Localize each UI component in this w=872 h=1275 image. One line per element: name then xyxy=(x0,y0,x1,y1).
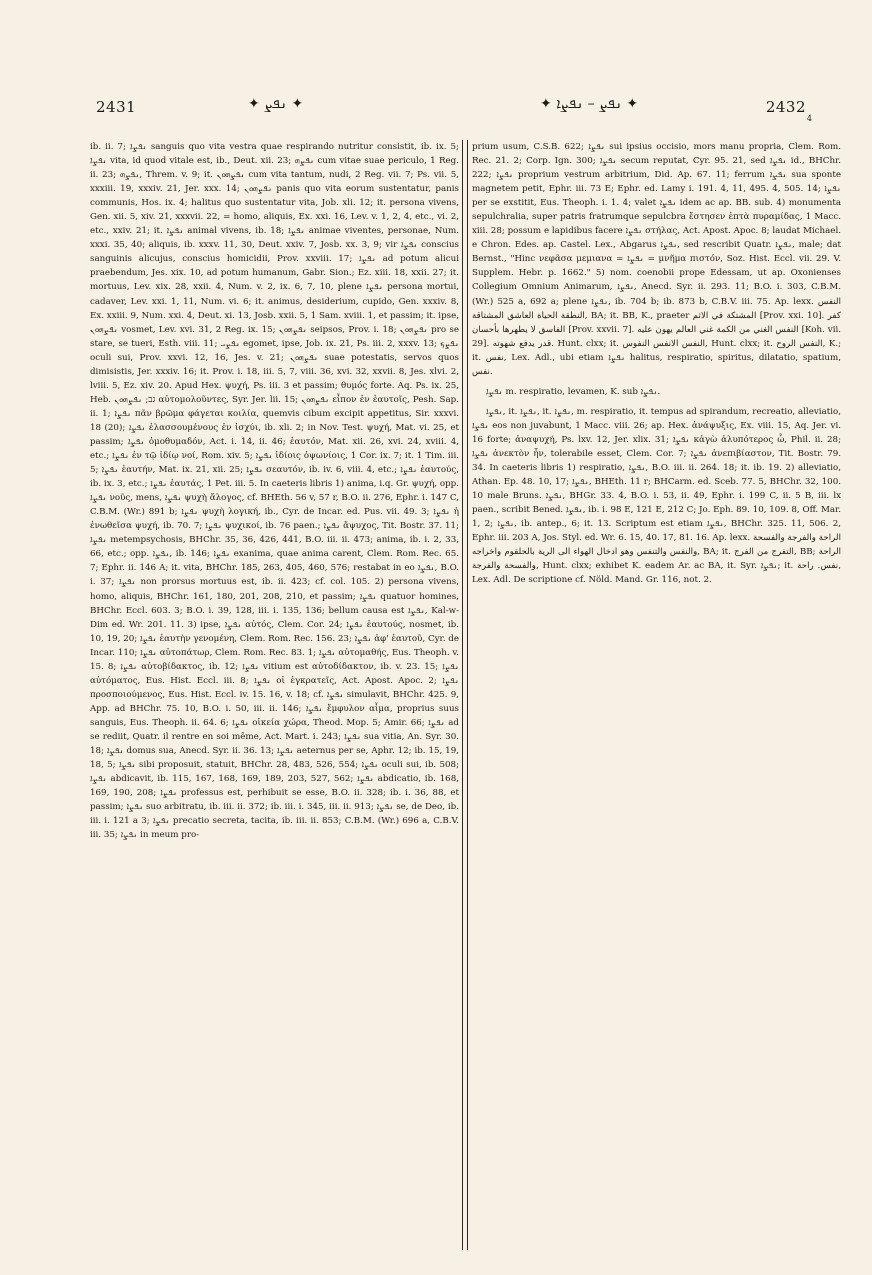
column-divider xyxy=(462,140,468,1250)
right-entry-continuation: prium usum, C.S.B. 622; ܢܦܨܐ sui ipsius occisio, mors manu propria, Clem. Rom. Rec. 21. 2; Corp. Ign. 300; ܢܦܨܐ secum reputat, Cyr. 95. 21, sed ܢܦܨܐ id., BHChr. 222; ܢܦܨܐ proprium vestrum arbitrium, Did. Ap. 67. 11; ferrum ܢܦܨܐ sua sponte magnetem petit, Ephr. iii. 73 E; Ephr. ed. Lamy i. 191. 4, 11, 495. 4, 505. 14; ܢܦܨܐ per se exstitit, Eus. Theoph. i. 1. 4; valet ܢܦܨܐ idem ac ap. BB. sub. 4) monumenta sepulchralia, super patris fratrumque sepulcbra ἔστησεν ἑπτὰ πυραμίδας, 1 Macc. xiii. 28; possum e lapidibus facere ܢܦܨܐ στήλας, Act. Apost. Apoc. 8; laudat Michael. e Chron. Edes. ap. Castel. Lex., Abgarus ܢܦܨܐ, sed rescribit Quatr. ܢܦܨܐ, male; dat Bernst., "Hinc νεφᾶσα μεμιανα = ܢܦܨܐ = μνῆμα πιστόν, Soz. Hist. Eccl. vii. 29. V. Supplem. Hebr. p. 1662." 5) nom. coenobii prope Edessam, ut ap. Oxonienses Collegium Omnium Animarum, ܢܦܨܐ, Anecd. Syr. ii. 293. 11; B.O. i. 303, C.B.M. (Wr.) 525 a, 692 a; plene ܢܦܨܐ, ib. 704 b; ib. 873 b, C.B.V. iii. 75. Ap. lexx. النفس النطقة الحياة العاشق المشتاقة, BA; it. BB, K., praeter المشتكة في الاثم [Prov. xxi. 10]. كفر الفاسق لا يطهرها بأحسان [Prov. xxvii. 7]. النفس الغني من الكمة غني العالم يهون عليه [Koh. vii. 29]. قدر يدفع شهوته. Hunt. clxx; it. النفس الانفس النفوس, Hunt. clxx; it. النفس الروح, K.; it. نفس, Lex. Adl., ubi etiam ܢܦܨܐ halitus, respiratio, spiritus, dilatatio, spatium, نفس. xyxy=(472,142,841,377)
right-running-head: ✦ ܢܦܨ – ܢܦܨܐ ✦ xyxy=(540,96,639,112)
right-entry-respiratio: ܢܦܨܐ m. respiratio, levamen, K. sub ܢܦܨܐ. xyxy=(486,386,661,397)
left-column-text: ib. ii. 7; ܢܦܨܐ sanguis quo vita vestra quae respirando nutritur consistit, ib. ix. 5; ܢܦܨܐ vita, id quod vitale est, ib., Deut. xii. 23; ܢܦܨܗ cum vitae suae periculo, 1 Reg. ii. 23; ܢܦܨܗ, Threm. v. 9; it. ܢܦܨܗܘܢ cum vita tantum, nudi, 2 Reg. vii. 7; Ps. vii. 5, xxxiii. 19, xxxiv. 21, Jer. xxx. 14; ܢܦܨܗܘܢ panis quo vita eorum sustentatur, panis communis, Hos. ix. 4; halitus quo sustentatur vita, Job. xli. 12; it. persona vivens, Gen. xii. 5, xiv. 21, xxxvii. 22, = homo, aliquis, Ex. xxi. 16, Lev. v. 1, 2, 4, etc., vi. 2, etc., xxiv. 21; it. ܢܦܨܐ animal vivens, ib. 18; ܢܦܨܐ animae viventes, personae, Num. xxxi. 35, 40; aliquis, ib. xxxv. 11, 30, Deut. xxiv. 7, Josb. xx. 3, 9; vir ܢܦܨܐ conscius sanguinis alicujus, conscius homicidii, Prov. xxviii. 17; ܢܦܨܐ ad potum alicui praebendum, Jes. xix. 10, ad potum humanum, Gabr. Sion.; Ez. xiii. 18, xxii. 27; it. mortuus, Lev. xix. 28, xxii. 4, Num. v. 2, ix. 6, 7, 10, plene ܢܦܨܐ persona mortui, cadaver, Lev. xxi. 1, 11, Num. vi. 6; it. animus, desiderium, cupido, Gen. xxxiv. 8, Ex. xxiii. 9, Num. xxi. 4, Deut. xi. 13, Josb. xxii. 5, 1 Sam. xviii. 1, et passim; it. ipse, ܢܦܨܗܘܢ vosmet, Lev. xvi. 31, 2 Reg. ix. 15; ܢܦܨܗܘܢ seipsos, Prov. i. 18; ܢܦܨܗܘܢ pro se stare, se tueri, Esth. viii. 11; ܢܦܨܝ egomet, ipse, Job. ix. 21, Ps. iii. 2, xxxv. 13; ܢܦܨܟ oculi sui, Prov. xxvi. 12, 16, Jes. v. 21; ܢܦܨܗܘܢ suae potestatis, servos quos dimisistis, Jer. xxxiv. 16; it. Prov. i. 18, iii. 5, 7, viii. 36, xvi. 32, xxvii. 8, Jes. xlvi. 2, lviii. 5, Ez. xiv. 20. Apud Hex. ψυχή, Ps. iii. 3 et passim; θυμός forte. Aq. Ps. ix. 25, Heb. גב; ܢܦܨܗܘܢ αὐτομολοῦντες, Syr. Jer. lii. 15; ܢܦܨܗܘܢ εἶπον ἐν ἑαυτοῖς, Pesh. Sap. ii. 1; ܢܦܨܐ πᾶν βρῶμα φάγεται κοιλία, quemvis cibum excipit appetitus, Sir. xxxvi. 18 (20); ܢܦܨܐ ἐλασσουμένους ἐν ἰσχύι, ib. xli. 2; in Nov. Test. ψυχή, Mat. vi. 25, et passim; ܢܦܨܐ ὁμοθυμαδόν, Act. i. 14, ii. 46; ἑαυτόν, Mat. xii. 26, xvi. 24, xviii. 4, etc.; ܢܦܨܐ ἐν τῷ ἰδίῳ νοί, Rom. xiv. 5; ܢܦܨܐ ἰδίοις ὀψωνίοις, 1 Cor. ix. 7; it. 1 Tim. iii. 5; ܢܦܨܐ ἑαυτήν, Mat. ix. 21, xii. 25; ܢܦܨܐ σεαυτόν, ib. iv. 6, viii. 4, etc.; ܢܦܨܐ ἑαυτούς, ib. ix. 3, etc.; ܢܦܨܐ ἑαυτάς, 1 Pet. iii. 5. In caeteris libris 1) anima, i.q. Gr. ψυχή, opp. ܢܦܨܐ νοῦς, mens, ܢܦܨܐ ψυχὴ ἄλογος, cf. BHEth. 56 v, 57 r, B.O. ii. 276, Ephr. i. 147 C, C.B.M. (Wr.) 891 b; ܢܦܨܐ ψυχὴ λογική, ib., Cyr. de Incar. ed. Pus. vii. 49. 3; ܢܦܨܐ ἡ ἐνωθεῖσα ψυχή, ib. 70. 7; ܢܦܨܐ ψυχικοί, ib. 76 paen.; ܢܦܨܐ ἄψυχος, Tit. Bostr. 37. 11; ܢܦܨܐ metempsychosis, BHChr. 35, 36, 426, 441, B.O. iii. ii. 473; anima, ib. i. 2, 33, 66, etc.; opp. ܢܦܨܐ, ib. 146; ܢܦܨܐ exanima, quae anima carent, Clem. Rom. Rec. 65. 7; Ephr. ii. 146 A; it. vita, BHChr. 185, 263, 405, 460, 576; restabat in eo ܢܦܨܐ, B.O. i. 37; ܢܦܨܐ non prorsus mortuus est, ib. ii. 423; cf. col. 105. 2) persona vivens, homo, aliquis, BHChr. 161, 180, 201, 208, 210, et passim; ܢܦܨܐ quatuor homines, BHChr. Eccl. 603. 3; B.O. i. 39, 128, iii. i. 135, 136; bellum causa est ܢܦܨܐ, Kal-w-Dim ed. Wr. 201. 11. 3) ipse, ܢܦܨܐ αὐτός, Clem. Cor. 24; ܢܦܨܐ ἑαυτούς, nosmet, ib. 10, 19, 20; ܢܦܨܐ ἑαυτὴν γενομένη, Clem. Rom. Rec. 156. 23; ܢܦܨܐ ἀφ' ἑαυτοῦ, Cyr. de Incar. 110; ܢܦܨܐ αὐτοπάτωρ, Clem. Rom. Rec. 83. 1; ܢܦܨܐ αὐτομαθής, Eus. Theoph. v. 15. 8; ܢܦܨܐ αὐτοβίδακτος, ib. 12; ܢܦܨܐ vitium est αὐτοδίδακτον, ib. v. 23. 15; ܢܦܨܐ αὐτόματος, Eus. Hist. Eccl. iii. 8; ܢܦܨܐ οἱ ἐγκρατεῖς, Act. Apost. Apoc. 2; ܢܦܨܐ προσποιούμενος, Eus. Hist. Eccl. iv. 15. 16, v. 18; cf. ܢܦܨܐ simulavit, BHChr. 425. 9, App. ad BHChr. 75. 10, B.O. i. 50, iii. ii. 146; ܢܦܨܐ ἔμφυλον αἷμα, proprius suus sanguis, Eus. Theoph. ii. 64. 6; ܢܦܨܐ οἰκεία χώρα, Theod. Mop. 5; Amir. 66; ܢܦܨܐ ad se rediit, Quatr. il rentre en soi même, Act. Mart. i. 243; ܢܦܨܐ sua vitia, An. Syr. 30. 18; ܢܦܨܐ domus sua, Anecd. Syr. ii. 36. 13; ܢܦܨܐ aeternus per se, Aphr. 12; ib. 15, 19, 18, 5; ܢܦܨܐ sibi proposuit, statuit, BHChr. 28, 483, 526, 554; ܢܦܨܐ oculi sui, ib. 508; ܢܦܨܐ abdicavit, ib. 115, 167, 168, 169, 189, 203, 527, 562; ܢܦܨܐ abdicatio, ib. 168, 169, 190, 208; ܢܦܨܐ professus est, perhibuit se esse, B.O. ii. 328; ib. i. 36, 88, et passim; ܢܦܨܐ suo arbitratu, ib. iii. ii. 372; ib. iii. i. 345, iii. ii. 913; ܢܦܨܐ se, de Deo, ib. iii. i. 121 a 3; ܢܦܨܐ precatio secreta, tacita, ib. iii. ii. 853; C.B.M. (Wr.) 696 a, C.B.V. iii. 35; ܢܦܨܐ in meum pro- xyxy=(90,142,459,841)
right-column xyxy=(472,140,841,1250)
running-header xyxy=(0,92,872,122)
right-entry-respiratio-long: ܢܦܨܐ, it. ܢܦܨܐ, it. ܢܦܨܐ, m. respiratio, it. tempus ad spirandum, recreatio, alleviatio, ܢܦܨܐ eos non juvabunt, 1 Macc. viii. 26; ap. Hex. ἀνάψυξις, Ex. viii. 15, Aq. Jer. vi. 16 forte; ἀναψυχή, Ps. lxv. 12, Jer. xlix. 31; ܢܦܨܐ κἀγὼ ἀλυπότερος ὦ, Phil. ii. 28; ܢܦܨܐ ἀνεκτὸν ἦν, tolerabile esset, Clem. Cor. 7; ܢܦܨܐ ἀνεπιβίαστον, Tit. Bostr. 79. 34. In caeteris libris 1) respiratio, ܢܦܨܐ, B.O. iii. ii. 264. 18; it. ib. 19. 2) alleviatio, Athan. Ep. 48. 10, 17; ܢܦܨܐ, BHEth. 11 r; BHCarm. ed. Sceb. 77. 5, BHChr. 32, 100. 10 male Bruns. ܢܦܨܐ, BHGr. 33. 4, B.O. i. 53, ii. 49, Ephr. i. 199 C, ii. 5 B, iii. lx paen., scribit Bened. ܢܦܨܐ, ib. i. 98 E, 121 E, 212 C; Jo. Eph. 89. 10, 109. 8, Off. Mar. 1, 2; ܢܦܨܐ, ib. antep., 6; it. 13. Scriptum est etiam ܢܦܨܐ, BHChr. 325. 11, 506. 2, Ephr. iii. 203 A, Jos. Styl. ed. Wr. 6. 15, 40. 17, 81. 16. Ap. lexx. الراحة والفرجة والفسحة والنفس والتنفس وهو ادخال الهواء الى الرية بالحلقوم واخراجه, BA; it. التفرج من الفرج, BB; الراحة والفسحة والفرجة, Hunt. clxx; exhibet K. eadem Ar. ac BA, it. Syr. ܢܦܨܐ; it. نفس. راحة, Lex. Adl. De scriptione cf. Nöld. Mand. Gr. 116, not. 2. xyxy=(472,406,841,586)
left-column xyxy=(90,140,459,1250)
signature-mark: 4 xyxy=(806,114,812,123)
right-page-number: 2432 xyxy=(765,98,806,116)
left-running-head: ✦ ܢܦܨ ✦ xyxy=(248,96,304,112)
left-page-number: 2431 xyxy=(96,98,137,116)
